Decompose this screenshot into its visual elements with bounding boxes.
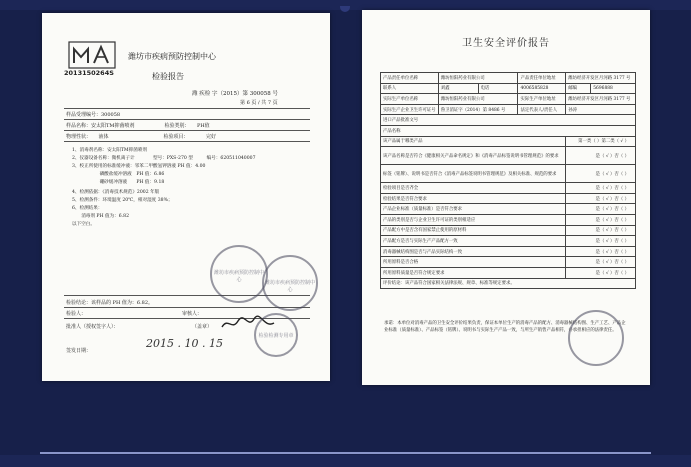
cell: 鲁卫消证字（2014）第 8486 号 xyxy=(438,104,518,115)
cell: 是（ √ ）否（ ） xyxy=(566,214,636,225)
cell: 潍坊经济开发区月河路 3177 号 xyxy=(566,94,636,105)
company-stamp xyxy=(568,310,624,366)
cell: 该产品属于哪类产品 xyxy=(381,136,566,147)
item-line: 以下空白。 xyxy=(72,222,95,227)
cell: 是（ √ ）否（ ） xyxy=(566,165,636,183)
cell: 标签（铭牌）、说明书是否符合《消毒产品标签说明书管理规范》及相关标准、规范的要求 xyxy=(381,165,566,183)
cell: 4006585828 xyxy=(518,83,566,94)
evaluation-table xyxy=(380,72,636,289)
official-stamp-1: 潍坊市疾病预防控制中心 xyxy=(210,245,268,303)
item-line: 1、消毒剂名称：安太阳TM抑菌喷剂 xyxy=(72,148,148,153)
table-row xyxy=(381,225,636,236)
divider xyxy=(64,141,310,142)
safety-evaluation-report-page xyxy=(362,10,650,385)
cell: 产品企业标准（质量标准）是否符合要求 xyxy=(381,204,566,215)
checker-label: 检验人： xyxy=(66,311,87,317)
approver-label: 批准人（授权签字人）： xyxy=(66,324,119,330)
table-row xyxy=(381,204,636,215)
cell: 消毒器械结构图是否与产品实际结构一致 xyxy=(381,246,566,257)
cell: 孙涛 xyxy=(566,104,636,115)
item-line: 硼砂缓冲溶液 PH 值：9.18 xyxy=(72,180,165,185)
cell: 潍坊恒阳药业有限公司 xyxy=(438,94,518,105)
inspection-report-page xyxy=(42,13,330,381)
cell: 进口产品批准文号 xyxy=(381,115,636,126)
cma-logo-icon xyxy=(68,41,116,69)
item-line: 3、校正所使用的标准缓冲液：邻苯二甲酸氢钾溶液 PH 值：4.00 xyxy=(72,164,206,169)
cell: 检验项目是否齐全 xyxy=(381,183,566,194)
official-stamp-3: 检验检测专用章 xyxy=(254,313,298,357)
cell: 评价结论：该产品符合国家相关法律法规、规章、标准等规定要求。 xyxy=(381,278,636,289)
page-indicator: 第 6 页 / 共 7 页 xyxy=(240,100,278,106)
cell: 产品配方中是否含有国家禁止使用的原材料 xyxy=(381,225,566,236)
cell: 第一类（ ）第二类（ √ ） xyxy=(566,136,636,147)
table-row xyxy=(381,115,636,126)
table-row xyxy=(381,183,636,194)
cell: 是（ √ ）否（ ） xyxy=(566,225,636,236)
report-title: 卫生安全评价报告 xyxy=(462,38,550,49)
cell: 是（ √ ）否（ ） xyxy=(566,147,636,165)
cell: 是（ √ ）否（ ） xyxy=(566,246,636,257)
cell: 潍坊恒阳药业有限公司 xyxy=(438,73,518,84)
table-row xyxy=(381,94,636,105)
cert-number: 2013150264S xyxy=(64,69,114,77)
table-row xyxy=(381,257,636,268)
sample-name-row: 样品名称：安太阳TM抑菌喷剂 检验类别： PH值 xyxy=(66,123,210,129)
divider xyxy=(64,108,310,109)
cell: 5696888 xyxy=(591,83,636,94)
cell: 实际生产单位地址 xyxy=(518,94,566,105)
cell: 是（ √ ）否（ ） xyxy=(566,193,636,204)
issuing-org: 潍坊市疾病预防控制中心 xyxy=(128,52,216,61)
note-label: 承诺： xyxy=(384,321,398,326)
cell: 该产品名称是否符合《健康相关产品命名规定》和《消毒产品标签说明书管理规范》的要求 xyxy=(381,147,566,165)
table-row xyxy=(381,125,636,136)
cell: 产品的类别是否与企业卫生许可证的类别相适应 xyxy=(381,214,566,225)
cell: 产品配方是否与实际生产产品配方一致 xyxy=(381,236,566,247)
cell: 邮编 xyxy=(566,83,591,94)
table-row xyxy=(381,104,636,115)
divider xyxy=(64,307,310,308)
reviewer-label: 审核人： xyxy=(182,311,203,317)
conclusion: 检验结论：该样品的 PH 值为：6.82。 xyxy=(66,300,154,306)
cell: 联系人 xyxy=(381,83,439,94)
table-row xyxy=(381,193,636,204)
note-text: 本单位对消毒产品的卫生安全评价结果负责，保证本单位生产的消毒产品的配方、消毒器械结构图、生产工艺、产品企业标准（质量标准）、产品标签（铭牌）、说明书与实际生产产品一致，与所生产销售产品相符，并承担相应的法律责任。 xyxy=(384,321,626,333)
cell: 是（ √ ）否（ ） xyxy=(566,204,636,215)
physical-state-row: 物理性状： 液体 检验项目： 完好 xyxy=(66,134,217,140)
cell: 检验结果是否符合要求 xyxy=(381,193,566,204)
handwritten-date: 2015 . 10 . 15 xyxy=(146,337,223,350)
bottom-frame-band xyxy=(0,455,691,467)
report-doc-number: 潍 疾检 字（2015）第 300058 号 xyxy=(192,91,278,97)
item-line: 磷酸盐缓冲溶液 PH 值：6.86 xyxy=(72,172,165,177)
cell: 产品责任单位名称 xyxy=(381,73,439,84)
date-label: 签发日期： xyxy=(66,348,92,354)
cell: 实际生产企业卫生许可证号 xyxy=(381,104,439,115)
table-row xyxy=(381,83,636,94)
divider xyxy=(64,130,310,131)
cell: 是（ √ ）否（ ） xyxy=(566,183,636,194)
table-row xyxy=(381,278,636,289)
item-line: 5、检测条件：环境温度 20℃，相对湿度 38%； xyxy=(72,198,173,203)
cell: 产品责任单位地址 xyxy=(518,73,566,84)
item-line: 4、检测依据：《消毒技术规范》2002 年版 xyxy=(72,190,160,195)
cell: 是（ √ ）否（ ） xyxy=(566,236,636,247)
cell: 法定代表人/责任人 xyxy=(518,104,566,115)
cell: 所用原料质量是否符合规定要求 xyxy=(381,267,566,278)
divider xyxy=(64,119,310,120)
cell: 刘鑫 xyxy=(438,83,478,94)
seal-label: （盖章） xyxy=(192,324,213,330)
table-row xyxy=(381,267,636,278)
table-row xyxy=(381,214,636,225)
cell: 是（ √ ）否（ ） xyxy=(566,257,636,268)
item-line: 消毒剂 PH 值为：6.82 xyxy=(72,214,129,219)
cell: 是（ √ ）否（ ） xyxy=(566,267,636,278)
table-row xyxy=(381,246,636,257)
cell: 所用原料是否合格 xyxy=(381,257,566,268)
item-line: 2、仪器设备名称：微机离子计 型号：PXS-270 型 编号：620511040007 xyxy=(72,156,256,161)
official-stamp-2: 潍坊市疾病预防控制中心 xyxy=(262,255,318,311)
cell: 产品名称 xyxy=(381,125,636,136)
cell: 实际生产单位名称 xyxy=(381,94,439,105)
item-line: 6、检测结果： xyxy=(72,206,103,211)
table-row xyxy=(381,236,636,247)
table-row xyxy=(381,147,636,165)
top-frame-notch xyxy=(340,6,350,12)
cell: 电话 xyxy=(478,83,518,94)
report-title: 检验报告 xyxy=(152,72,184,81)
table-row xyxy=(381,165,636,183)
table-row xyxy=(381,136,636,147)
cell: 潍坊经济开发区月河路 3177 号 xyxy=(566,73,636,84)
bottom-frame-line xyxy=(40,452,651,454)
sample-no-row: 样品受理编号：300058 xyxy=(66,112,121,118)
table-row xyxy=(381,73,636,84)
